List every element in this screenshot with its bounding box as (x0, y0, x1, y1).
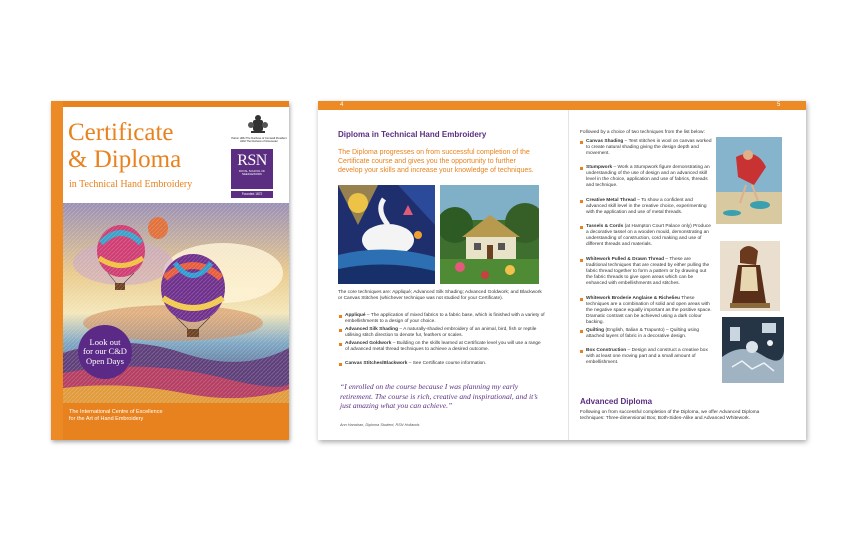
bullet-item (586, 139, 712, 157)
dancer-embroidery-image (716, 137, 782, 224)
swan-embroidery-image (338, 185, 435, 284)
bullet-item (586, 165, 712, 189)
cover-orange-stripe-top (51, 101, 289, 107)
rsn-logo-name: ROYAL SCHOOL OF NEEDLEWORK (238, 169, 266, 177)
cover-bottom-band (63, 403, 289, 440)
cottage-embroidery-image (440, 185, 539, 284)
cover-tagline-line1: The International Centre of Excellence (69, 409, 163, 415)
royal-crest-icon (247, 113, 269, 135)
bullet-item (345, 341, 545, 353)
open-days-badge (78, 325, 132, 379)
cover-title-line2: & Diploma (68, 146, 182, 173)
bullet-description: (English, Italian & Trapunto) – Quilting using attached layers of fabric in a decorative design. (586, 328, 700, 340)
student-quote: “I enrolled on the course because I was planning my early retirement. The course is rich, creative and inspirational, and it’s just amazing what you can achieve.” (340, 382, 538, 411)
bullet-description: – These are traditional techniques that are created by either pulling the fabric thread together to form a pattern or by drawing out the fabric threads to give open areas which can be enhanced with embellishments and stitches. (586, 257, 710, 287)
bullet-term: Advanced Silk Shading (345, 327, 399, 332)
badge-line3: Open Days (85, 355, 124, 366)
advanced-diploma-text: Following on from successful completion of the Diploma, we offer Advanced Diploma techniques: Three-dimensional Box; Both-Sides-Alike and Advanced Whitework. (580, 410, 760, 422)
spread-fold (568, 110, 569, 440)
bullet-item (586, 198, 712, 216)
rsn-founded: Founded 1872 (231, 190, 273, 198)
brochure-spread (318, 101, 806, 440)
bullet-item (586, 348, 712, 366)
right-intro: Followed by a choice of two techniques from the list below: (580, 130, 705, 135)
cover-tagline-line2: for the Art of Hand Embroidery (69, 416, 144, 422)
bullet-item (586, 224, 712, 248)
page-number-right: 5 (777, 102, 781, 108)
patron-text: Patron HRH The Duchess of Cornwall President HRH The Duchess of Gloucester (231, 137, 287, 144)
badge-line2: for our C&D (83, 346, 127, 357)
rsn-logo-letters: RSN (237, 152, 267, 169)
bullet-description: – A naturally-shaded embroidery of an animal, bird, fish or reptile utilising stitch direction to denote fur, feathers or scales. (345, 327, 537, 339)
bullet-description: These techniques are a combination of solid and open areas with the negative space equally important as the positive space. Dramatic contrast can be achieved using a dark colour backing. (586, 296, 712, 326)
brochure-cover (51, 101, 289, 440)
bullet-term: Whitework Broderie Anglaise & Richelieu (586, 296, 680, 301)
cover-orange-stripe-left (51, 101, 63, 440)
bullet-description: – The application of mixed fabrics to a fabric base, which is finished with a variety of embellishments to a design of your choice. (345, 313, 545, 325)
bullet-description: – To show a confident and advanced skill level in the creative choice, experimenting with the application and use of metal threads. (586, 198, 707, 216)
rsn-logo (231, 149, 273, 189)
bullet-item (345, 361, 545, 367)
bullet-item (586, 296, 712, 326)
whitework-image (722, 317, 784, 383)
bullet-term: Canvas Shading (586, 139, 624, 144)
spread-orange-bar (318, 101, 806, 110)
bullet-term: Tassels & Cords (586, 224, 624, 229)
advanced-diploma-heading: Advanced Diploma (580, 397, 653, 406)
bullet-description: – Work a Stumpwork figure demonstrating an understanding of the use of design and an advanced skill level in the choice, application and use of fabrics, threads and technique. (586, 165, 710, 189)
bullet-term: Appliqué (345, 313, 366, 318)
bullet-term: Creative Metal Thread (586, 198, 636, 203)
diploma-heading: Diploma in Technical Hand Embroidery (338, 130, 487, 139)
bullet-term: Stumpwork (586, 165, 613, 170)
bullet-item (345, 313, 545, 325)
quote-attribution: Ann Hanahan, Diploma Student, RSN Hollands (340, 423, 420, 427)
bullet-description: – Tent stitches in wool on canvas worked to create natural shading giving the design depth and movement. (586, 139, 712, 157)
cover-tagline (69, 409, 239, 423)
bullet-description: – See Certificate course information. (407, 361, 487, 366)
bullet-item (586, 257, 712, 287)
bullet-term: Quilting (586, 328, 605, 333)
bullet-description: – Design and construct a creative box with at least one moving part and a small amount of embellishment. (586, 348, 708, 366)
bullet-term: Canvas Stitches/Blackwork (345, 361, 408, 366)
cover-title (68, 119, 181, 173)
bullet-description: – Building on the skills learned at Certificate level you will use a range of advanced metal thread techniques to achieve a desired outcome. (345, 341, 541, 353)
bullet-term: Whitework Pulled & Drawn Thread (586, 257, 665, 262)
cover-title-line1: Certificate (68, 119, 174, 146)
bullet-term: Box Construction (586, 348, 627, 353)
cover-subtitle: in Technical Hand Embroidery (69, 179, 193, 190)
diploma-intro: The Diploma progresses on from successful completion of the Certificate course and gives you the opportunity to further develop your skills and increase your knowledge of techniques. (338, 149, 534, 174)
badge-line1: Look out (89, 336, 121, 347)
bullet-description: (at Hampton Court Palace only) Produce a decorative tassel on a wooden mould, demonstrating an understanding of construction, cord making and use of different threads and materials. (586, 224, 711, 248)
bullet-item (345, 327, 545, 339)
page-number-left: 4 (340, 102, 344, 108)
core-techniques-text: The core techniques are: Appliqué; Advanced Silk Shading; Advanced Goldwork; and Blackwork or Canvas Stitches (whichever technique was not studied for your Certificate). (338, 290, 542, 302)
bullet-item (586, 328, 712, 340)
stumpwork-figure-image (720, 241, 780, 311)
bullet-term: Advanced Goldwork (345, 341, 392, 346)
